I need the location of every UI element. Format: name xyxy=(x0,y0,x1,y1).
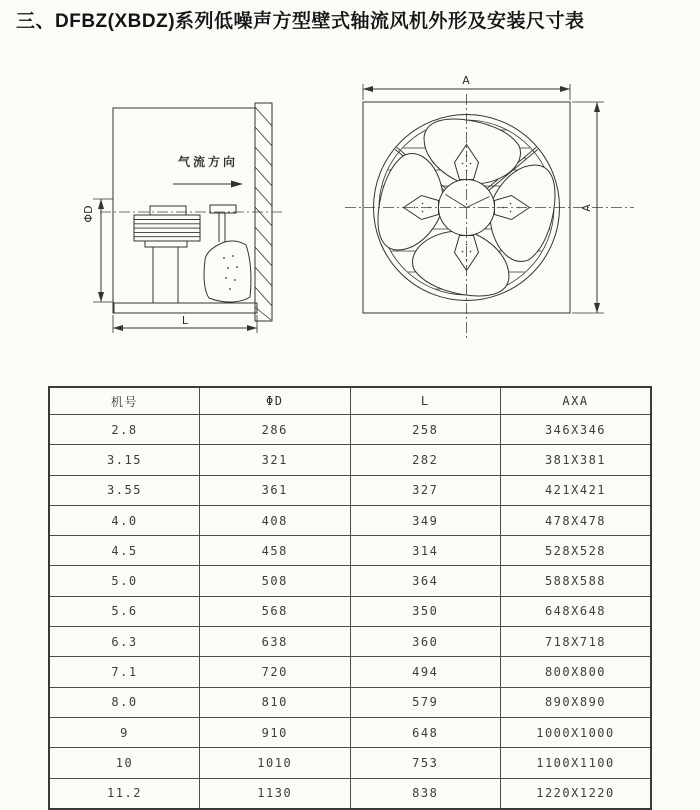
table-row xyxy=(49,687,651,717)
table-cell: 3.15 xyxy=(49,445,200,475)
base-plate xyxy=(114,303,257,313)
table-cell: 11.2 xyxy=(49,778,200,809)
table-cell: 648 xyxy=(350,717,501,747)
table-cell: 588X588 xyxy=(501,566,652,596)
table-row xyxy=(49,778,651,809)
dim-a-top-label: A xyxy=(462,74,470,87)
fan-front-view-figure xyxy=(345,74,634,341)
table-cell: 349 xyxy=(350,505,501,535)
table-cell: 1220X1220 xyxy=(501,778,652,809)
table-cell: 810 xyxy=(200,687,351,717)
table-row xyxy=(49,657,651,687)
table-cell: 838 xyxy=(350,778,501,809)
table-cell: 1010 xyxy=(200,748,351,778)
table-cell: 720 xyxy=(200,657,351,687)
table-cell: 381X381 xyxy=(501,445,652,475)
column-header-phi-d: ΦD xyxy=(200,387,351,415)
table-cell: 286 xyxy=(200,415,351,445)
table-cell: 579 xyxy=(350,687,501,717)
table-cell: 364 xyxy=(350,566,501,596)
table-cell: 890X890 xyxy=(501,687,652,717)
table-cell: 494 xyxy=(350,657,501,687)
table-cell: 421X421 xyxy=(501,475,652,505)
table-cell: 282 xyxy=(350,445,501,475)
table-cell: 346X346 xyxy=(501,415,652,445)
motor xyxy=(134,206,200,241)
table-cell: 2.8 xyxy=(49,415,200,445)
table-cell: 327 xyxy=(350,475,501,505)
table-row xyxy=(49,415,651,445)
table-row xyxy=(49,596,651,626)
column-header-l: L xyxy=(350,387,501,415)
table-cell: 350 xyxy=(350,596,501,626)
table-cell: 7.1 xyxy=(49,657,200,687)
table-row xyxy=(49,566,651,596)
table-cell: 361 xyxy=(200,475,351,505)
table-cell: 321 xyxy=(200,445,351,475)
table-cell: 6.3 xyxy=(49,627,200,657)
table-cell: 718X718 xyxy=(501,627,652,657)
airflow-arrow-icon xyxy=(173,181,243,188)
airflow-direction-label: 气流方向 xyxy=(177,155,239,169)
table-cell: 458 xyxy=(200,536,351,566)
dim-l xyxy=(113,314,257,333)
table-header-row xyxy=(49,387,651,415)
table-cell: 3.55 xyxy=(49,475,200,505)
page-title: 三、DFBZ(XBDZ)系列低噪声方型壁式轴流风机外形及安装尺寸表 xyxy=(16,11,585,32)
table-row xyxy=(49,627,651,657)
table-cell: 648X648 xyxy=(501,596,652,626)
table-cell: 5.6 xyxy=(49,596,200,626)
technical-drawings xyxy=(0,0,700,380)
table-cell: 910 xyxy=(200,717,351,747)
table-cell: 9 xyxy=(49,717,200,747)
dim-l-label: L xyxy=(181,314,189,327)
table-cell: 568 xyxy=(200,596,351,626)
table-cell: 1130 xyxy=(200,778,351,809)
table-cell: 4.0 xyxy=(49,505,200,535)
table-row xyxy=(49,536,651,566)
table-cell: 314 xyxy=(350,536,501,566)
dim-phi-d-label: ΦD xyxy=(82,205,95,223)
table-cell: 638 xyxy=(200,627,351,657)
table-row xyxy=(49,505,651,535)
dim-a-right-label: A xyxy=(580,204,593,212)
table-row xyxy=(49,475,651,505)
table-cell: 478X478 xyxy=(501,505,652,535)
column-header-model: 机号 xyxy=(49,387,200,415)
table-cell: 753 xyxy=(350,748,501,778)
table-row xyxy=(49,717,651,747)
table-cell: 258 xyxy=(350,415,501,445)
table-row xyxy=(49,445,651,475)
dim-phi-d xyxy=(82,199,114,302)
motor-pedestal xyxy=(145,241,187,303)
column-header-axa: AXA xyxy=(501,387,652,415)
table-cell: 408 xyxy=(200,505,351,535)
table-cell: 508 xyxy=(200,566,351,596)
table-cell: 8.0 xyxy=(49,687,200,717)
blade-hub-bracket xyxy=(210,205,236,242)
fan-side-view-figure xyxy=(82,103,283,333)
table-cell: 528X528 xyxy=(501,536,652,566)
table-cell: 360 xyxy=(350,627,501,657)
table-cell: 1100X1100 xyxy=(501,748,652,778)
table-cell: 5.0 xyxy=(49,566,200,596)
fan-blade xyxy=(204,241,251,302)
table-cell: 1000X1000 xyxy=(501,717,652,747)
table-cell: 4.5 xyxy=(49,536,200,566)
dimension-spec-table xyxy=(48,386,652,810)
table-cell: 10 xyxy=(49,748,200,778)
table-cell: 800X800 xyxy=(501,657,652,687)
table-row xyxy=(49,748,651,778)
